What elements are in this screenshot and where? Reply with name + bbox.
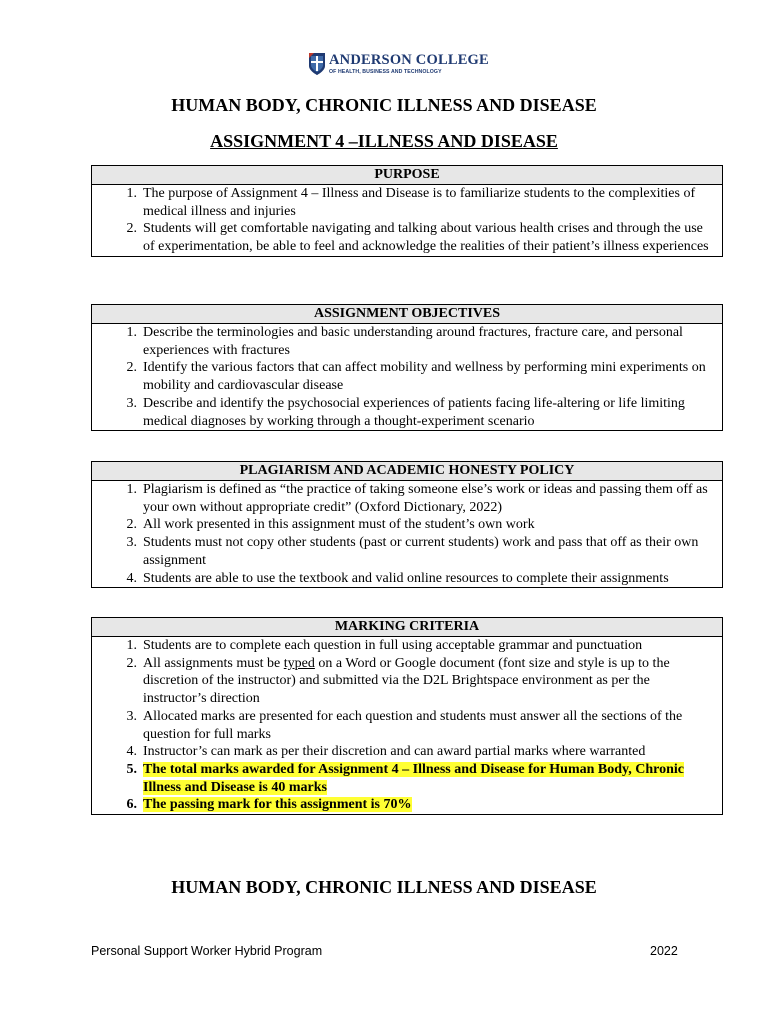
document-title: HUMAN BODY, CHRONIC ILLNESS AND DISEASE — [171, 95, 597, 115]
marking-criteria-table — [91, 617, 723, 815]
list-item: 2. All assignments must be typed on a Word or Google document (font size and style is up to the discretion of the instructor) and submitted via the D2L Brightspace environment as per the instructor’s direction — [126, 655, 670, 707]
college-shield-icon — [308, 52, 326, 76]
highlighted-list-item: 5. The total marks awarded for Assignment 4 – Illness and Disease for Human Body, Chronic Illness and Disease is 40 marks — [126, 761, 684, 795]
college-subtitle: OF HEALTH, BUSINESS AND TECHNOLOGY — [329, 68, 442, 75]
objectives-table — [91, 304, 723, 431]
purpose-table — [91, 165, 723, 257]
footer-program: Personal Support Worker Hybrid Program — [91, 944, 323, 958]
list-item: 2. Identify the various factors that can affect mobility and wellness by performing mini experiments on mobility and cardiovascular disease — [126, 360, 706, 394]
list-item: 3. Students must not copy other students (past or current students) work and pass that off as their own assignment — [126, 535, 699, 568]
second-page-title: HUMAN BODY, CHRONIC ILLNESS AND DISEASE — [171, 877, 597, 897]
marking-criteria-heading: MARKING CRITERIA — [92, 618, 722, 637]
objectives-heading: ASSIGNMENT OBJECTIVES — [92, 305, 722, 324]
list-item: 2. All work presented in this assignment must of the student’s own work — [126, 517, 535, 533]
list-item: 1. Students are to complete each question in full using acceptable grammar and punctuation — [126, 638, 643, 653]
highlighted-list-item: 6. The passing mark for this assignment is 70% — [126, 797, 412, 813]
list-item: 4. Instructor’s can mark as per their discretion and can award partial marks where warranted — [126, 744, 646, 760]
list-item: 3. Allocated marks are presented for each question and students must answer all the sections of the question for full marks — [126, 708, 683, 742]
college-logo — [308, 50, 489, 78]
list-item: 3. Describe and identify the psychosocial experiences of patients facing life-altering or life limiting medical diagnoses by working through a thought-experiment scenario — [126, 395, 685, 429]
college-name: ANDERSON COLLEGE — [329, 52, 489, 69]
plagiarism-heading: PLAGIARISM AND ACADEMIC HONESTY POLICY — [92, 462, 722, 481]
footer-year: 2022 — [650, 944, 678, 958]
purpose-heading: PURPOSE — [92, 166, 722, 185]
plagiarism-table — [91, 461, 723, 588]
list-item: 4. Students are able to use the textbook and valid online resources to complete their assignments — [126, 570, 669, 586]
list-item: 1. Describe the terminologies and basic understanding around fractures, fracture care, and personal experiences with fractures — [126, 325, 683, 358]
assignment-title: ASSIGNMENT 4 –ILLNESS AND DISEASE — [210, 131, 558, 151]
list-item: 1. The purpose of Assignment 4 – Illness and Disease is to familiarize students to the complexities of medical illness and injuries — [126, 186, 696, 219]
list-item: 1. Plagiarism is defined as “the practice of taking someone else’s work or ideas and passing them off as your own without appropriate credit” (Oxford Dictionary, 2022) — [126, 482, 708, 515]
list-item: 2. Students will get comfortable navigating and talking about various health crises and through the use of experimentation, be able to feel and acknowledge the realities of their patient’s illness experiences — [126, 221, 709, 255]
